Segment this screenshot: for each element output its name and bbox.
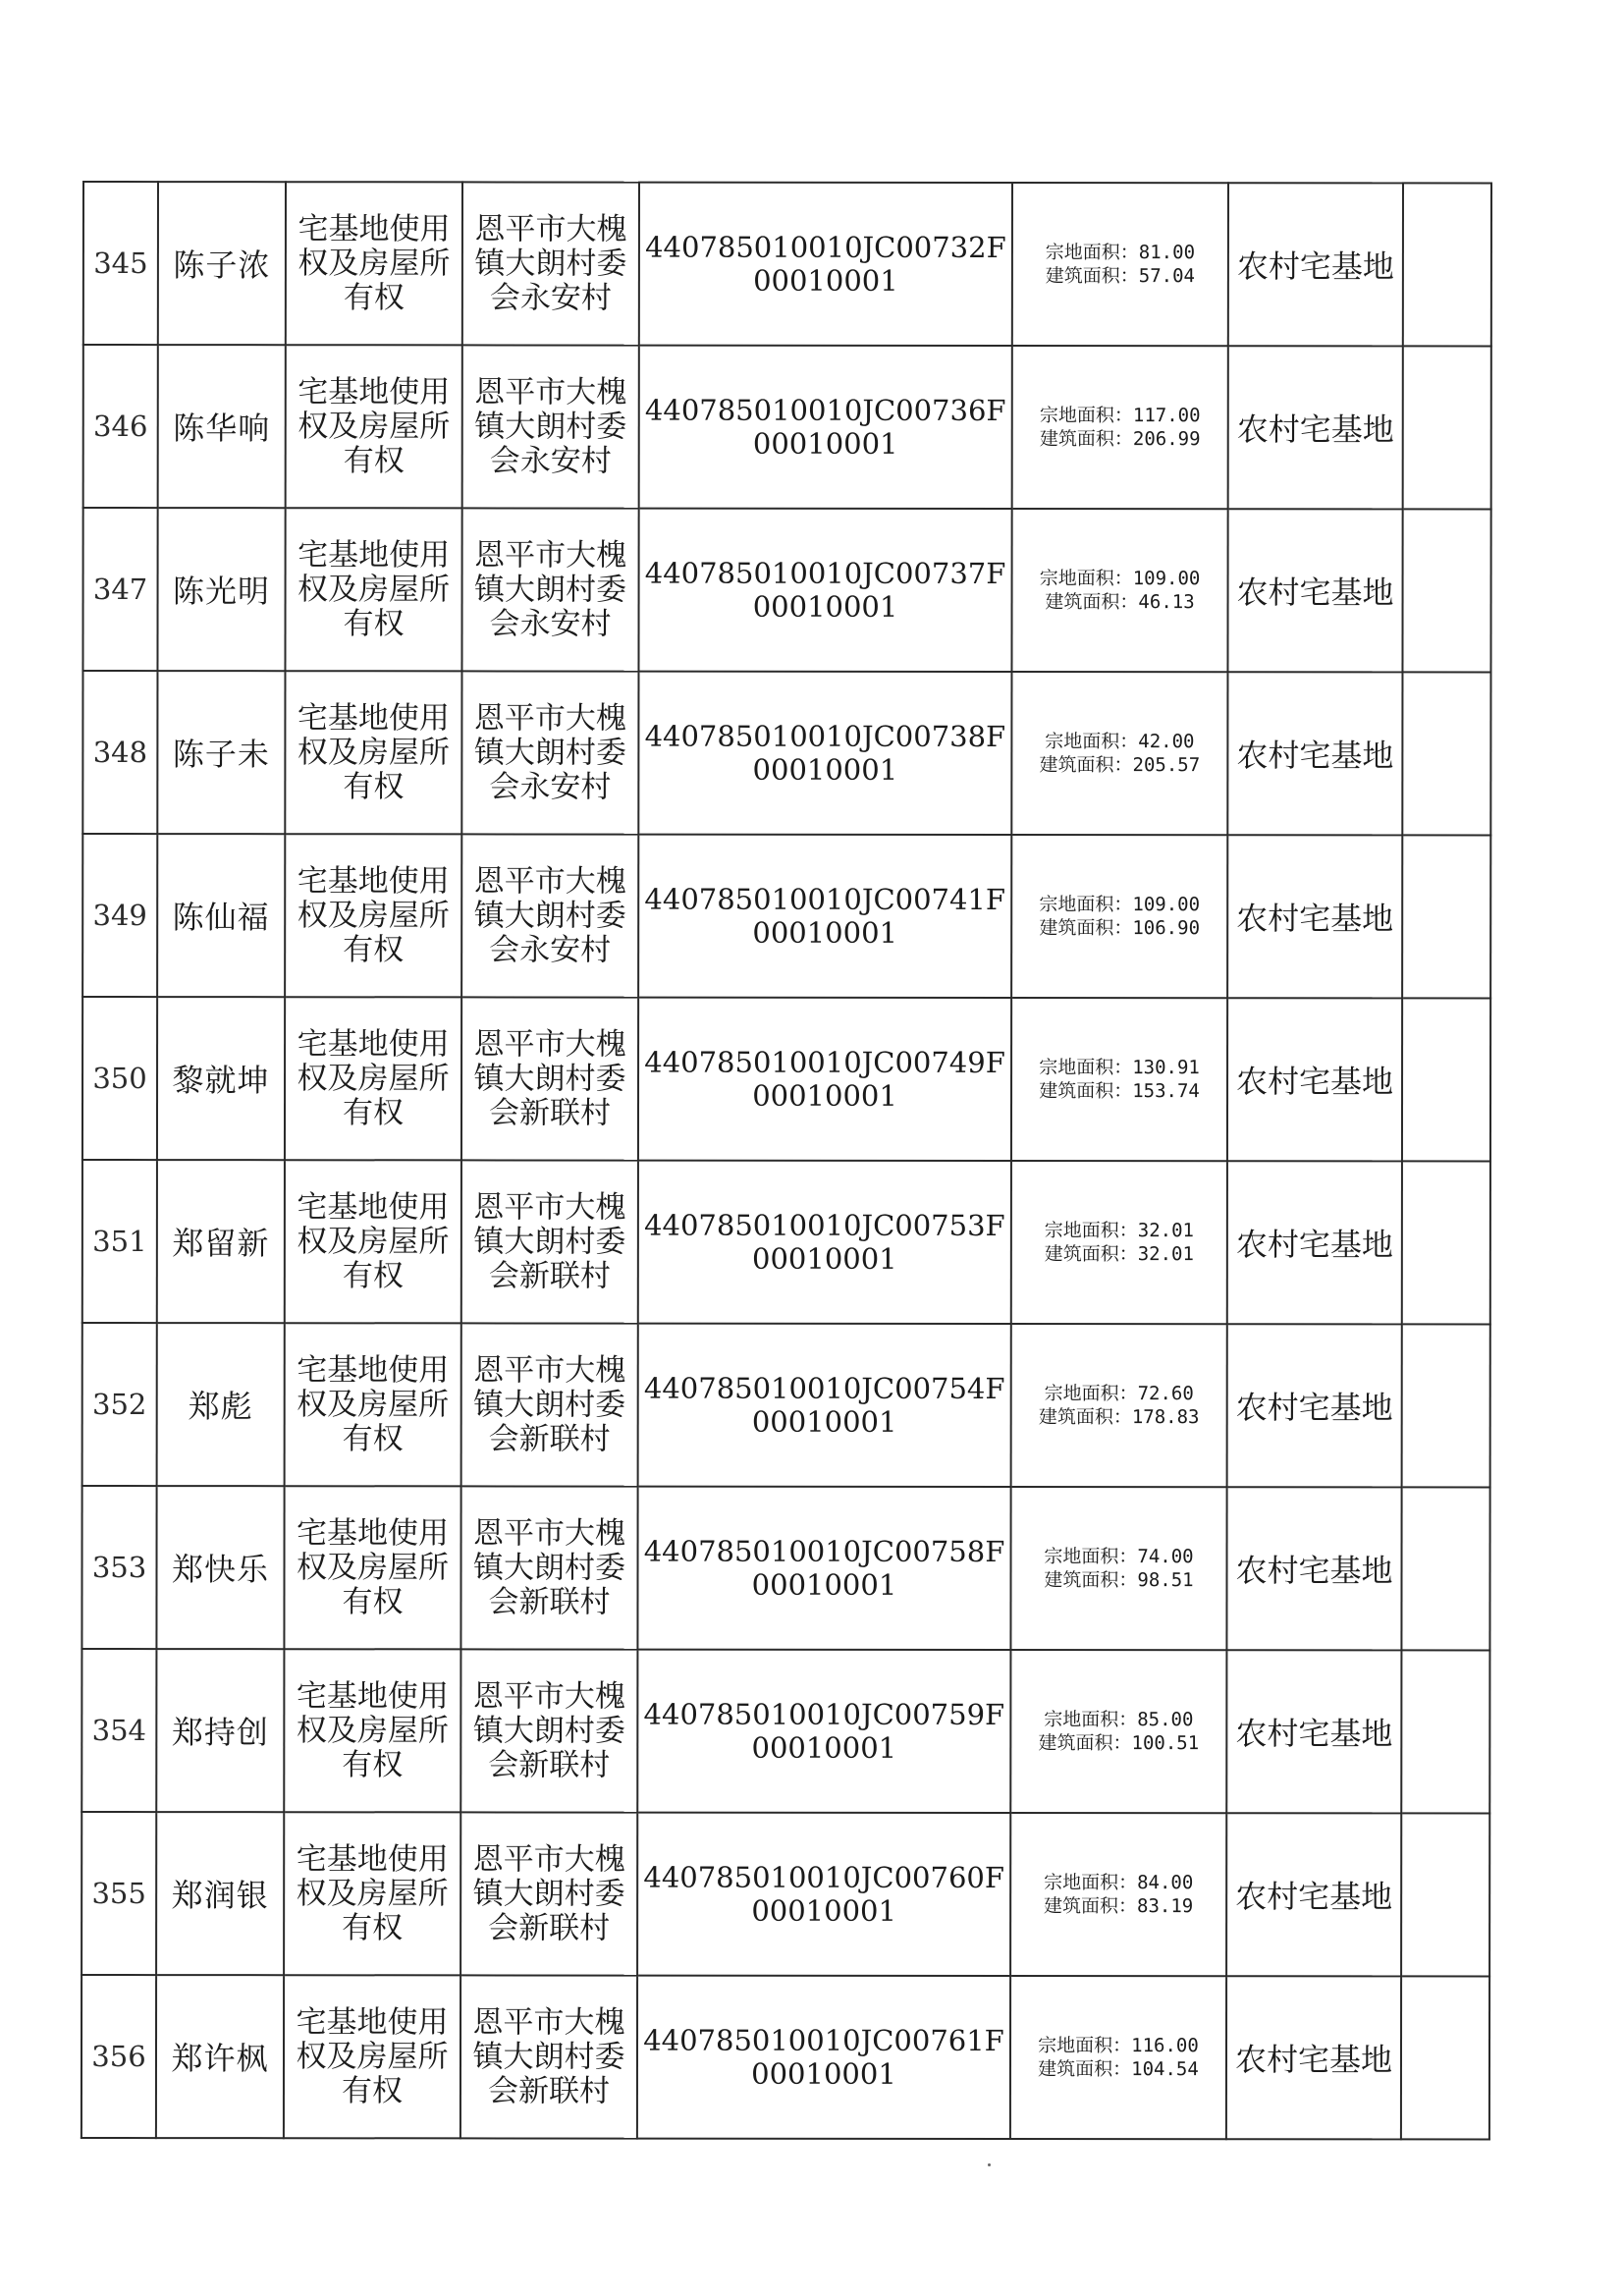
land-area-text: 宗地面积：109.00	[1039, 568, 1201, 590]
owner-name-cell: 郑许枫	[156, 1975, 284, 2138]
building-area-text: 建筑面积：83.19	[1044, 1895, 1194, 1918]
owner-name-cell: 陈子未	[157, 671, 285, 834]
unit-code-cell: 440785010010JC00759F00010001	[637, 1650, 1010, 1813]
location-cell: 恩平市大槐镇大朗村委会永安村	[462, 182, 639, 345]
location-cell: 恩平市大槐镇大朗村委会永安村	[461, 508, 638, 671]
area-cell	[1011, 835, 1227, 998]
remarks-cell	[1402, 672, 1490, 835]
building-area-text: 建筑面积：46.13	[1045, 591, 1195, 614]
location-cell: 恩平市大槐镇大朗村委会新联村	[460, 1649, 637, 1812]
row-number-cell: 348	[82, 671, 157, 834]
owner-name-cell: 郑留新	[157, 1160, 285, 1323]
unit-code-cell: 440785010010JC00732F00010001	[639, 183, 1012, 346]
land-use-cell: 农村宅基地	[1227, 835, 1402, 998]
area-cell	[1010, 1976, 1226, 2139]
unit-code-cell: 440785010010JC00736F00010001	[639, 346, 1012, 509]
remarks-cell	[1402, 509, 1490, 672]
owner-name-cell: 郑持创	[156, 1649, 284, 1812]
table-body	[81, 182, 1491, 2140]
right-type-cell: 宅基地使用权及房屋所有权	[285, 508, 461, 671]
land-use-cell: 农村宅基地	[1227, 509, 1402, 672]
land-area-text: 宗地面积：109.00	[1039, 894, 1201, 916]
table-row	[81, 1812, 1489, 1977]
land-use-cell: 农村宅基地	[1227, 1161, 1402, 1324]
owner-name-cell: 陈光明	[157, 508, 285, 671]
right-type-cell: 宅基地使用权及房屋所有权	[284, 1486, 460, 1649]
building-area-text: 建筑面积：57.04	[1045, 265, 1196, 288]
area-cell	[1011, 509, 1227, 672]
building-area-text: 建筑面积：32.01	[1044, 1243, 1194, 1266]
land-area-text: 宗地面积：42.00	[1045, 731, 1195, 753]
unit-code-cell: 440785010010JC00738F00010001	[638, 672, 1011, 835]
row-number-cell: 347	[82, 508, 157, 671]
area-cell	[1010, 1813, 1226, 1976]
right-type-cell: 宅基地使用权及房屋所有权	[286, 182, 462, 345]
land-area-text: 宗地面积：81.00	[1045, 242, 1196, 264]
land-use-cell: 农村宅基地	[1226, 1813, 1401, 1976]
unit-code-cell: 440785010010JC00753F00010001	[638, 1161, 1011, 1324]
owner-name-cell: 陈子浓	[158, 182, 286, 345]
right-type-cell: 宅基地使用权及房屋所有权	[284, 1649, 460, 1812]
location-cell: 恩平市大槐镇大朗村委会新联村	[460, 1486, 637, 1649]
remarks-cell	[1403, 346, 1491, 509]
land-area-text: 宗地面积：32.01	[1044, 1220, 1194, 1242]
building-area-text: 建筑面积：98.51	[1044, 1569, 1194, 1592]
right-type-cell: 宅基地使用权及房屋所有权	[285, 834, 461, 997]
land-area-text: 宗地面积：74.00	[1044, 1546, 1194, 1568]
land-use-cell: 农村宅基地	[1227, 672, 1402, 835]
table-row	[81, 1649, 1489, 1814]
owner-name-cell: 郑彪	[157, 1323, 285, 1486]
table-row	[82, 508, 1490, 673]
land-use-cell: 农村宅基地	[1226, 1976, 1401, 2139]
row-number-cell: 346	[83, 345, 158, 508]
right-type-cell: 宅基地使用权及房屋所有权	[284, 1975, 460, 2138]
land-area-text: 宗地面积：130.91	[1039, 1057, 1200, 1079]
owner-name-cell: 郑快乐	[156, 1486, 284, 1649]
table-row	[82, 997, 1490, 1162]
right-type-cell: 宅基地使用权及房屋所有权	[285, 997, 461, 1160]
unit-code-cell: 440785010010JC00737F00010001	[638, 509, 1011, 672]
area-cell	[1012, 183, 1228, 346]
remarks-cell	[1401, 1487, 1489, 1650]
area-cell	[1011, 1161, 1227, 1324]
owner-name-cell: 郑润银	[156, 1812, 284, 1975]
land-use-cell: 农村宅基地	[1228, 183, 1403, 346]
area-cell	[1011, 672, 1227, 835]
row-number-cell: 345	[83, 182, 158, 345]
table-row	[81, 1975, 1489, 2140]
building-area-text: 建筑面积：104.54	[1038, 2058, 1199, 2081]
building-area-text: 建筑面积：206.99	[1039, 428, 1201, 451]
area-cell	[1011, 998, 1227, 1161]
table-row	[83, 182, 1491, 347]
table-row	[82, 834, 1490, 999]
remarks-cell	[1402, 1324, 1490, 1487]
right-type-cell: 宅基地使用权及房屋所有权	[285, 1160, 461, 1323]
land-area-text: 宗地面积：72.60	[1044, 1383, 1194, 1405]
table-row	[81, 1486, 1489, 1651]
area-cell	[1010, 1487, 1226, 1650]
remarks-cell	[1401, 1813, 1489, 1976]
table-row	[82, 1323, 1490, 1488]
land-use-cell: 农村宅基地	[1228, 346, 1403, 509]
building-area-text: 建筑面积：100.51	[1038, 1732, 1200, 1755]
owner-name-cell: 黎就坤	[157, 997, 285, 1160]
row-number-cell: 349	[82, 834, 157, 997]
building-area-text: 建筑面积：178.83	[1038, 1406, 1200, 1429]
scan-speck	[988, 2163, 991, 2166]
unit-code-cell: 440785010010JC00741F00010001	[638, 835, 1011, 998]
location-cell: 恩平市大槐镇大朗村委会新联村	[461, 1160, 638, 1323]
owner-name-cell: 陈华响	[158, 345, 286, 508]
area-cell	[1011, 1324, 1227, 1487]
location-cell: 恩平市大槐镇大朗村委会新联村	[461, 997, 638, 1160]
unit-code-cell: 440785010010JC00754F00010001	[638, 1324, 1011, 1487]
land-area-text: 宗地面积：84.00	[1044, 1872, 1194, 1894]
land-use-cell: 农村宅基地	[1226, 1650, 1401, 1813]
table-row	[82, 671, 1490, 836]
remarks-cell	[1402, 998, 1490, 1161]
location-cell: 恩平市大槐镇大朗村委会永安村	[461, 834, 638, 997]
location-cell: 恩平市大槐镇大朗村委会永安村	[462, 345, 639, 508]
building-area-text: 建筑面积：106.90	[1039, 917, 1201, 940]
row-number-cell: 356	[81, 1975, 156, 2138]
location-cell: 恩平市大槐镇大朗村委会新联村	[460, 1975, 637, 2138]
remarks-cell	[1402, 1161, 1490, 1324]
table-row	[82, 1160, 1490, 1325]
unit-code-cell: 440785010010JC00761F00010001	[637, 1976, 1010, 2139]
remarks-cell	[1403, 183, 1491, 346]
right-type-cell: 宅基地使用权及房屋所有权	[284, 1812, 460, 1975]
table-row	[83, 345, 1491, 510]
location-cell: 恩平市大槐镇大朗村委会永安村	[461, 671, 638, 834]
row-number-cell: 351	[82, 1160, 157, 1323]
location-cell: 恩平市大槐镇大朗村委会新联村	[460, 1812, 637, 1975]
area-cell	[1010, 1650, 1226, 1813]
row-number-cell: 353	[81, 1486, 156, 1649]
land-area-text: 宗地面积：116.00	[1038, 2035, 1199, 2057]
unit-code-cell: 440785010010JC00749F00010001	[638, 998, 1011, 1161]
right-type-cell: 宅基地使用权及房屋所有权	[285, 1323, 461, 1486]
row-number-cell: 352	[82, 1323, 157, 1486]
right-type-cell: 宅基地使用权及房屋所有权	[285, 671, 461, 834]
unit-code-cell: 440785010010JC00758F00010001	[637, 1487, 1010, 1650]
land-use-cell: 农村宅基地	[1227, 1324, 1402, 1487]
row-number-cell: 355	[81, 1812, 156, 1975]
building-area-text: 建筑面积：205.57	[1039, 754, 1201, 777]
right-type-cell: 宅基地使用权及房屋所有权	[286, 345, 462, 508]
row-number-cell: 354	[81, 1649, 156, 1812]
land-use-cell: 农村宅基地	[1227, 998, 1402, 1161]
land-use-cell: 农村宅基地	[1226, 1487, 1401, 1650]
registration-table	[81, 181, 1492, 2141]
building-area-text: 建筑面积：153.74	[1039, 1080, 1200, 1103]
land-area-text: 宗地面积：117.00	[1039, 405, 1201, 427]
area-cell	[1012, 346, 1228, 509]
remarks-cell	[1402, 835, 1490, 998]
land-area-text: 宗地面积：85.00	[1044, 1709, 1194, 1731]
owner-name-cell: 陈仙福	[157, 834, 285, 997]
location-cell: 恩平市大槐镇大朗村委会新联村	[461, 1323, 638, 1486]
remarks-cell	[1401, 1650, 1489, 1813]
remarks-cell	[1401, 1976, 1489, 2139]
row-number-cell: 350	[82, 997, 157, 1160]
unit-code-cell: 440785010010JC00760F00010001	[637, 1813, 1010, 1976]
